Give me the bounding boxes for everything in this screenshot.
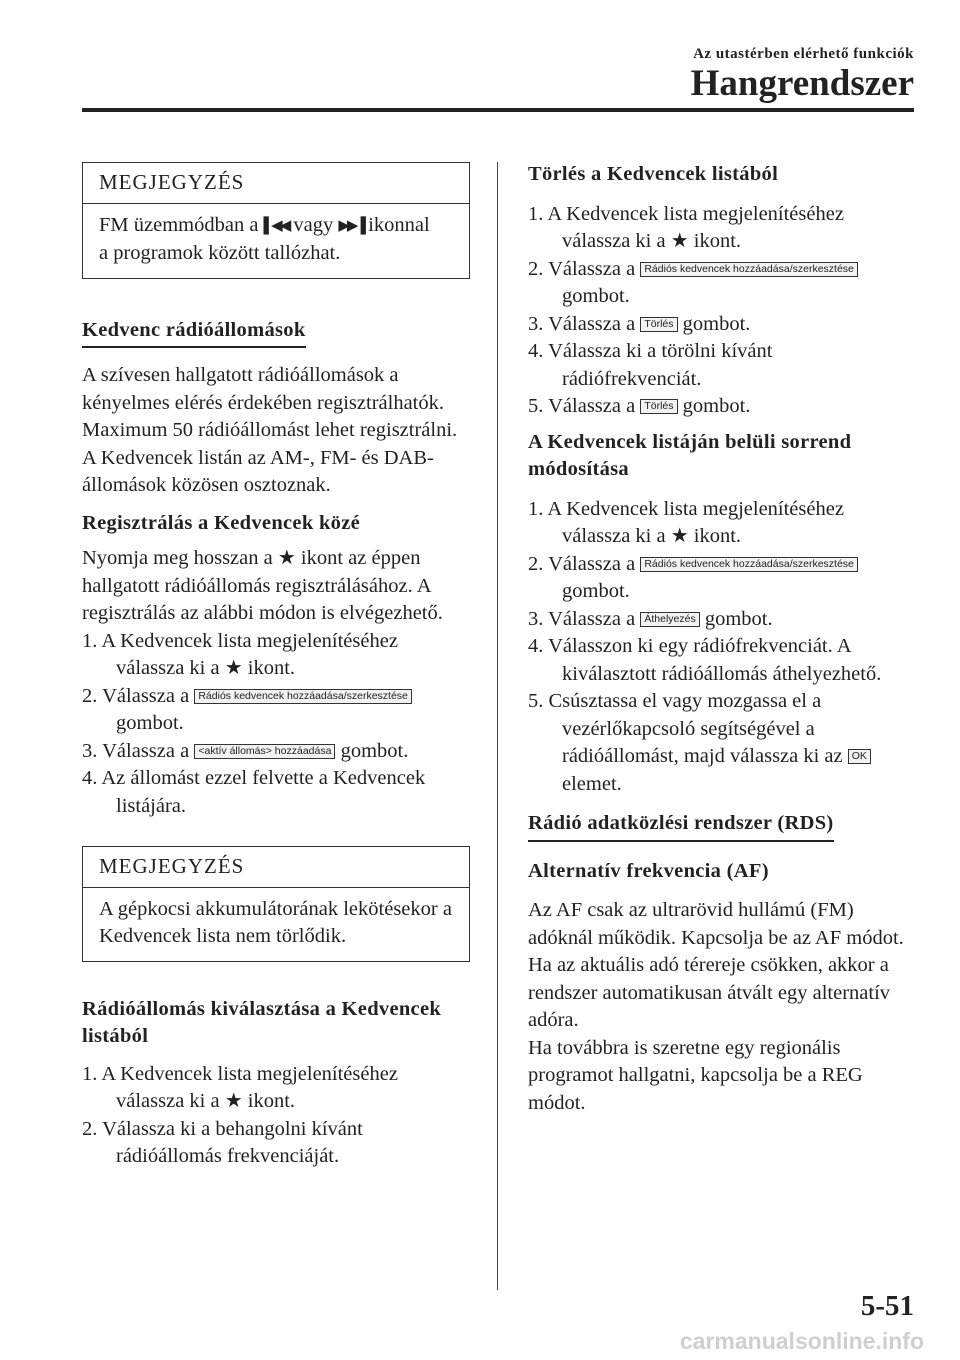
star-icon: ★ — [670, 525, 689, 547]
add-edit-favorites-button: Rádiós kedvencek hozzáadása/szerkesztése — [194, 689, 412, 704]
paragraph: Ha továbbra is szeretne egy regionális programot hallgatni, kapcsolja be a REG módot. — [528, 1036, 863, 1114]
text: 3. Válassza a — [528, 607, 636, 630]
star-icon: ★ — [277, 547, 296, 569]
paragraph — [82, 545, 470, 628]
text: gombot. — [116, 712, 184, 734]
note-box — [82, 846, 470, 962]
text: 5. Válassza a — [528, 395, 636, 417]
list-item — [82, 683, 470, 738]
note-text: ikonnal — [368, 213, 430, 236]
list-item — [528, 688, 914, 798]
add-edit-favorites-button: Rádiós kedvencek hozzáadása/szerkesztése — [640, 262, 858, 277]
text: gombot. — [562, 285, 630, 307]
subheading-af: Alternatív frekvencia (AF) — [528, 859, 769, 882]
right-column — [528, 161, 914, 1117]
text: 1. A Kedvencek lista megjelenítéséhez válassza ki a — [82, 1062, 398, 1112]
list-item — [82, 738, 470, 766]
text: ikont az éppen hallgatott rádióállomás regisztrálásához. A regisztrálás az alábbi módon is elvégezhető. — [82, 547, 443, 624]
text: 3. Válassza a — [528, 312, 636, 335]
note-title: MEGJEGYZÉS — [83, 847, 469, 888]
list-item — [528, 606, 914, 634]
list-item — [82, 1061, 470, 1116]
star-icon: ★ — [670, 230, 689, 252]
subheading-reorder: A Kedvencek listáján belüli sorrend módosítása — [528, 430, 852, 480]
text: elemet. — [562, 772, 622, 795]
text: gombot. — [682, 312, 751, 335]
note-text: FM üzemmódban a — [99, 213, 259, 236]
subheading-register: Regisztrálás a Kedvencek közé — [82, 511, 360, 534]
text: 2. Válassza a — [528, 552, 636, 575]
page-number: 5-51 — [860, 1290, 914, 1322]
subheading-select: Rádióállomás kiválasztása a Kedvencek listából — [82, 997, 442, 1047]
ok-button: OK — [848, 749, 871, 764]
text: gombot. — [704, 607, 773, 630]
text: 3. Válassza a — [82, 739, 190, 762]
star-icon: ★ — [224, 1090, 243, 1112]
text: gombot. — [562, 580, 630, 602]
text: gombot. — [340, 739, 409, 762]
add-edit-favorites-button: Rádiós kedvencek hozzáadása/szerkesztése — [640, 557, 858, 572]
star-icon: ★ — [224, 657, 243, 679]
text: gombot. — [682, 395, 751, 417]
note-box — [82, 162, 470, 279]
section-heading-favorites: Kedvenc rádióállomások — [82, 317, 306, 349]
paragraph: Az AF csak az ultrarövid hullámú (FM) adóknál működik. Kapcsolja be az AF módot. Ha az aktuális adó térereje csökken, akkor a rendszer automatikusan átvált egy alternatív adóra. — [528, 899, 904, 1031]
text: ikont. — [247, 657, 296, 679]
list-item — [528, 551, 914, 606]
list-item — [528, 311, 914, 339]
skip-forward-icon: ▶▶▐ — [338, 217, 364, 234]
add-active-station-button: <aktív állomás> hozzáadása — [194, 744, 335, 759]
list-item — [528, 393, 914, 421]
paragraph: A szívesen hallgatott rádióállomások a kényelmes elérés érdekében regisztrálhatók. Maximum 50 rádióállomást lehet regisztrálni. A Kedvencek listán az AM-, FM- és DAB-állomások közösen osztoznak. — [82, 364, 458, 496]
skip-back-icon: ▌◀◀ — [263, 217, 289, 234]
column-divider — [497, 162, 498, 1290]
list-item — [82, 628, 470, 683]
text: 2. Válassza a — [82, 684, 190, 707]
note-body: A gépkocsi akkumulátorának lekötésekor a Kedvencek lista nem törlődik. — [99, 897, 452, 947]
note-title: MEGJEGYZÉS — [83, 163, 469, 204]
text: 1. A Kedvencek lista megjelenítéséhez válassza ki a — [528, 202, 844, 252]
note-text: vagy — [293, 213, 334, 236]
list-item — [528, 256, 914, 311]
subheading-delete: Törlés a Kedvencek listából — [528, 163, 779, 185]
delete-button: Törlés — [640, 317, 677, 332]
delete-button: Törlés — [640, 399, 677, 414]
list-item: 2. Válassza ki a behangolni kívánt rádióállomás frekvenciáját. — [82, 1117, 363, 1167]
left-column — [82, 162, 470, 1171]
text: ikont. — [693, 525, 742, 547]
list-item: 4. Válassza ki a törölni kívánt rádiófrekvenciát. — [528, 340, 773, 390]
list-item — [528, 201, 914, 256]
list-item — [528, 496, 914, 551]
list-item: 4. Az állomást ezzel felvette a Kedvencek listájára. — [82, 767, 426, 817]
page-title: Hangrendszer — [690, 63, 914, 104]
note-body — [83, 204, 469, 278]
section-heading-rds: Rádió adatközlési rendszer (RDS) — [528, 810, 834, 842]
text: 1. A Kedvencek lista megjelenítéséhez válassza ki a — [528, 497, 844, 547]
text: 1. A Kedvencek lista megjelenítéséhez válassza ki a — [82, 629, 398, 679]
text: ikont. — [693, 230, 742, 252]
text: Nyomja meg hosszan a — [82, 547, 273, 569]
text: 5. Csúsztassa el vagy mozgassa el a vezérlőkapcsoló segítségével a rádióállomást, majd válassza ki az — [528, 690, 843, 767]
note-text: a programok között tallózhat. — [99, 242, 341, 264]
text: 2. Válassza a — [528, 257, 636, 280]
list-item: 4. Válasszon ki egy rádiófrekvenciát. A kiválasztott rádióállomás áthelyezhető. — [528, 635, 882, 685]
move-button: Áthelyezés — [640, 612, 699, 627]
header-divider — [82, 108, 914, 112]
text: ikont. — [247, 1090, 296, 1112]
watermark: carmanualsonline.info — [679, 1328, 924, 1354]
section-title: Az utastérben elérhető funkciók — [693, 46, 914, 62]
